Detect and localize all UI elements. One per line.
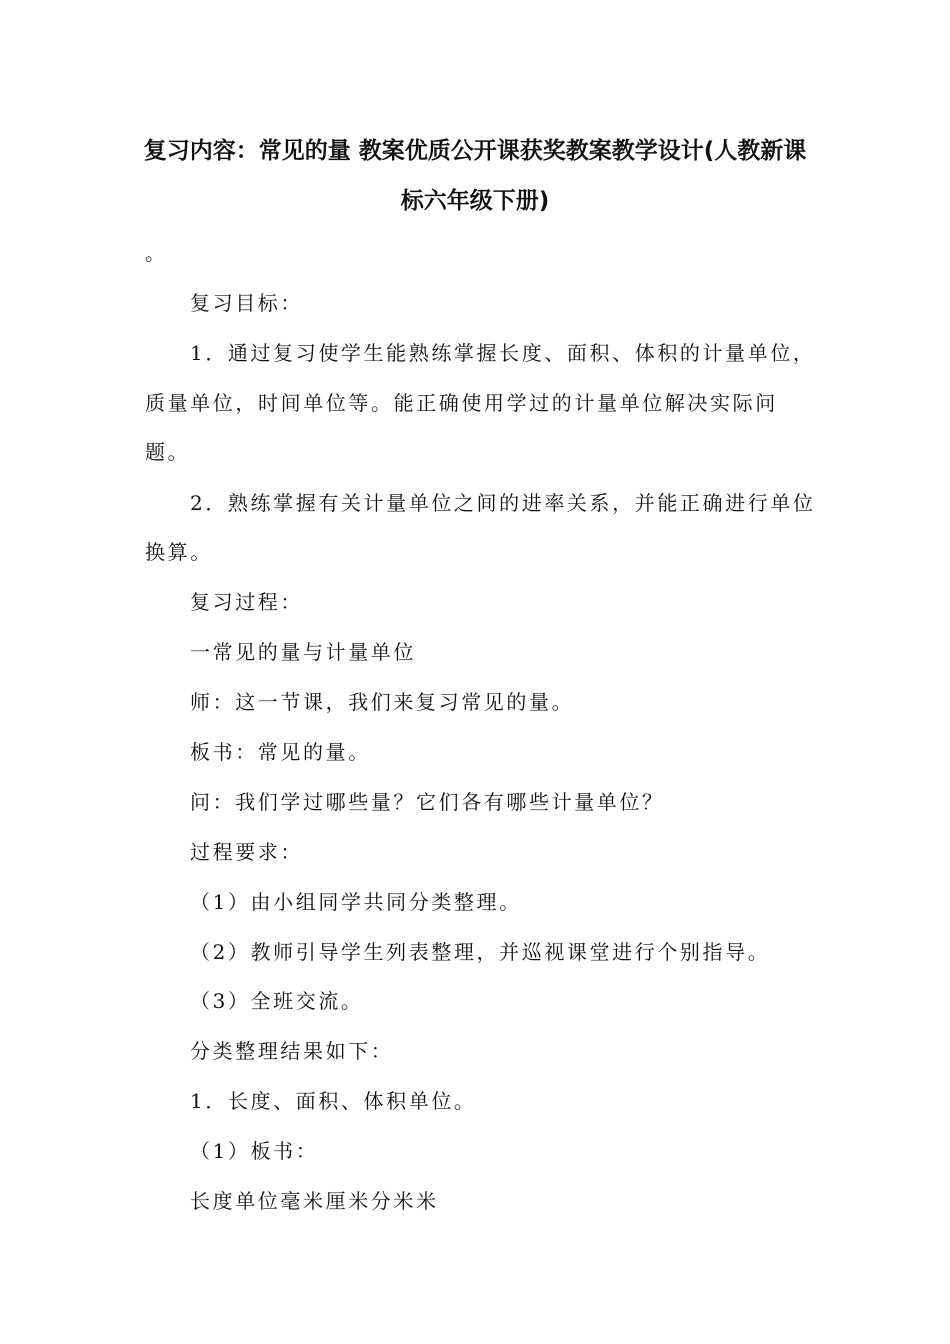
board-note-line: 板书：常见的量。	[190, 740, 371, 764]
goal-1-line-3: 题。	[145, 440, 191, 464]
requirement-item-1: （1）由小组同学共同分类整理。	[190, 890, 522, 914]
section-heading-process: 复习过程：	[190, 590, 303, 614]
process-requirements-heading: 过程要求：	[190, 840, 303, 864]
subheading-common-quantities: 一常见的量与计量单位	[190, 640, 416, 664]
question-line: 问：我们学过哪些量？它们各有哪些计量单位？	[190, 790, 665, 814]
section-heading-goals: 复习目标：	[190, 291, 303, 315]
classification-result-heading: 分类整理结果如下：	[190, 1039, 394, 1063]
goal-1-line-2: 质量单位，时间单位等。能正确使用学过的计量单位解决实际问	[145, 391, 778, 415]
length-units-line: 长度单位毫米厘米分米米	[190, 1189, 439, 1213]
board-note-sub-1: （1）板书：	[190, 1139, 319, 1163]
requirement-item-3: （3）全班交流。	[190, 989, 364, 1013]
document-title-line-2: 标六年级下册)	[400, 188, 550, 214]
document-title-line-1: 复习内容：常见的量 教案优质公开课获奖教案教学设计(人教新课	[143, 138, 807, 164]
requirement-item-2: （2）教师引导学生列表整理，并巡视课堂进行个别指导。	[190, 940, 771, 964]
goal-2-line-2: 换算。	[145, 540, 213, 564]
goal-2-line-1: 2．熟练掌握有关计量单位之间的进率关系，并能正确进行单位	[190, 491, 816, 515]
unit-category-1: 1．长度、面积、体积单位。	[190, 1089, 477, 1113]
text-line-period: 。	[145, 241, 168, 265]
goal-1-line-1: 1．通过复习使学生能熟练掌握长度、面积、体积的计量单位，	[190, 341, 816, 365]
teacher-line: 师：这一节课，我们来复习常见的量。	[190, 690, 575, 714]
